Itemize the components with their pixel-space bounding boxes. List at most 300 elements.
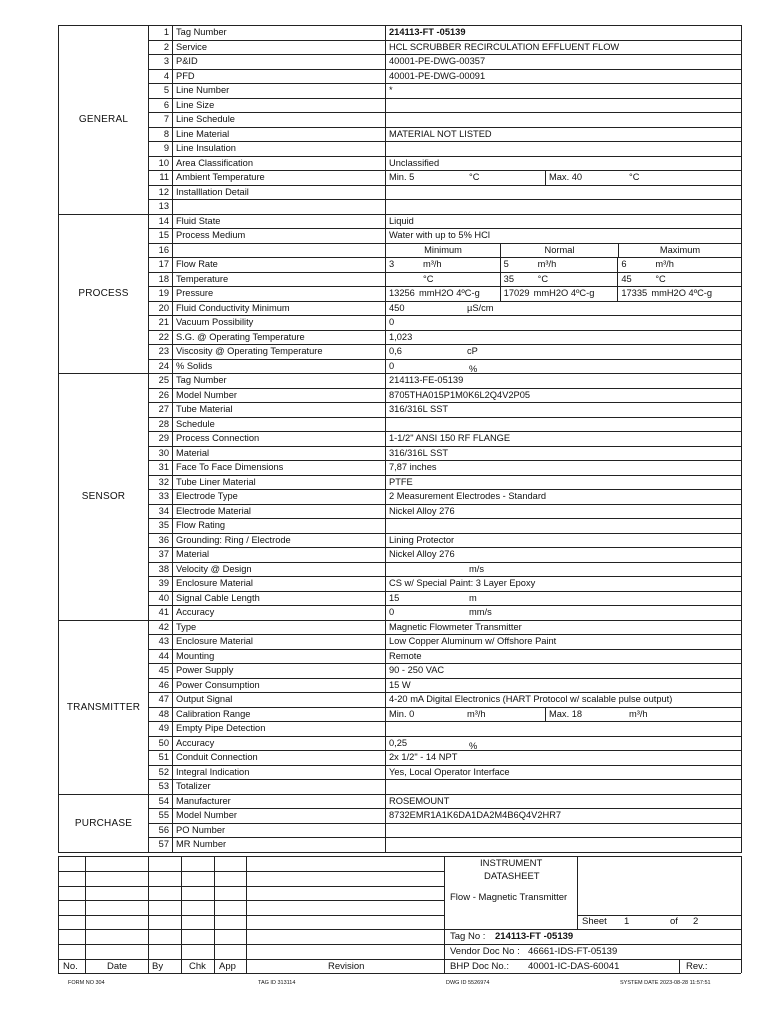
datasheet-title-line2: DATASHEET [484,871,540,882]
footer-dwg-id: DWG ID 5526974 [446,980,490,986]
value-c2: 5 [503,259,509,269]
row-value [386,838,742,853]
field-unit: mm/s [469,607,492,618]
column-header-c2: Normal [501,244,619,258]
row-label: Process Medium [173,229,386,244]
field-unit: µS/cm [467,302,494,313]
datasheet-subtitle: Flow - Magnetic Transmitter [450,892,568,903]
row-number: 14 [149,214,173,229]
row-number: 49 [149,722,173,737]
field-value: 450 [389,302,405,313]
field-value: 15 W [389,679,411,690]
rev-label: Rev.: [686,961,708,972]
row-label: % Solids [173,359,386,374]
row-number: 28 [149,417,173,432]
datasheet-table [58,25,742,853]
row-value [386,780,742,795]
row-number: 48 [149,707,173,722]
row-value [386,446,742,461]
row-label: Calibration Range [173,707,386,722]
field-value: 0 [389,317,395,328]
row-value [386,185,742,200]
row-label: Totalizer [173,780,386,795]
table-row [59,301,742,316]
rev-header-chk: Chk [189,961,206,972]
row-value [386,98,742,113]
row-value [386,664,742,679]
field-value: 214113-FE-05139 [389,375,464,386]
field-value: 0 [389,360,395,371]
row-value [386,330,742,345]
row-value [386,461,742,476]
row-number: 10 [149,156,173,171]
row-label: Tag Number [173,374,386,389]
row-number: 31 [149,461,173,476]
row-label: Mounting [173,649,386,664]
row-number: 53 [149,780,173,795]
unit-c3: °C [655,273,666,284]
row-value [386,794,742,809]
field-unit: % [469,740,478,751]
row-value [386,171,742,186]
table-row [59,533,742,548]
row-label: Manufacturer [173,794,386,809]
table-row [59,359,742,374]
row-value [386,620,742,635]
table-row [59,185,742,200]
field-value: 0,6 [389,346,402,357]
table-row [59,794,742,809]
table-row [59,26,742,41]
table-row [59,156,742,171]
row-number: 18 [149,272,173,287]
row-label: Velocity @ Design [173,562,386,577]
row-number: 35 [149,519,173,534]
section-label-sensor: SENSOR [59,374,149,621]
table-row [59,374,742,389]
row-number: 27 [149,403,173,418]
field-value: Liquid [389,215,414,226]
row-number: 26 [149,388,173,403]
table-row [59,562,742,577]
row-label: Line Material [173,127,386,142]
row-value [386,84,742,99]
rev-header-date: Date [107,961,128,972]
field-value: Unclassified [389,157,440,168]
row-number: 40 [149,591,173,606]
table-row [59,736,742,751]
unit-c3: mmH2O 4ºC-g [651,288,713,298]
row-label: Model Number [173,388,386,403]
row-number: 20 [149,301,173,316]
unit-c3: m³/h [655,259,674,269]
row-value [386,577,742,592]
row-label: Type [173,620,386,635]
row-label: Vacuum Possibility [173,316,386,331]
row-value [386,736,742,751]
field-value: 0 [389,607,395,618]
row-label: Area Classification [173,156,386,171]
row-number: 47 [149,693,173,708]
row-label: Power Supply [173,664,386,679]
unit-c1: m³/h [423,259,442,269]
row-number: 1 [149,26,173,41]
field-value: 1,023 [389,331,413,342]
row-value [386,707,742,722]
field-value: * [389,85,393,96]
row-value [386,649,742,664]
section-label-purchase: PURCHASE [59,794,149,852]
row-number: 23 [149,345,173,360]
row-value [386,765,742,780]
row-label [173,200,386,215]
field-value: 4-20 mA Digital Electronics (HART Protocol w/ scalable pulse output) [389,694,673,705]
value-c3: 45 [621,273,632,284]
table-row [59,591,742,606]
table-row [59,809,742,824]
unit-c2: m³/h [537,259,557,269]
table-row [59,519,742,534]
table-row [59,171,742,186]
table-row [59,127,742,142]
row-value [386,548,742,563]
row-number: 46 [149,678,173,693]
row-value [386,417,742,432]
table-row [59,330,742,345]
table-row [59,69,742,84]
row-value [386,374,742,389]
row-label: Grounding: Ring / Electrode [173,533,386,548]
row-value [386,403,742,418]
row-label: S.G. @ Operating Temperature [173,330,386,345]
row-label: Flow Rating [173,519,386,534]
rev-header-no: No. [63,961,78,972]
table-row [59,751,742,766]
row-value [386,243,742,258]
row-number: 5 [149,84,173,99]
sheet-total: 2 [693,916,699,927]
row-label: Line Schedule [173,113,386,128]
field-value: Water with up to 5% HCl [389,230,490,241]
row-value [386,287,742,302]
row-label: Enclosure Material [173,577,386,592]
value-c3: 17335 [621,288,648,298]
bhp-doc-value: 40001-IC-DAS-60041 [528,961,620,972]
rev-header-by: By [152,961,164,972]
row-label: Output Signal [173,693,386,708]
row-label: PFD [173,69,386,84]
row-value [386,127,742,142]
field-value: 0,25 [389,737,408,748]
field-value: Yes, Local Operator Interface [389,766,510,777]
row-value [386,475,742,490]
field-value: 40001-PE-DWG-00091 [389,70,486,81]
row-value [386,272,742,287]
row-label: Ambient Temperature [173,171,386,186]
table-row [59,40,742,55]
row-number: 13 [149,200,173,215]
row-label: Schedule [173,417,386,432]
datasheet-title-line1: INSTRUMENT [480,858,543,869]
min-value: Min. 0 [389,708,415,719]
field-value: Lining Protector [389,534,455,545]
field-value: Magnetic Flowmeter Transmitter [389,621,522,632]
row-label: Service [173,40,386,55]
table-row [59,635,742,650]
row-value [386,55,742,70]
row-label: Accuracy [173,606,386,621]
row-label: Accuracy [173,736,386,751]
row-number: 2 [149,40,173,55]
unit-c1: °C [423,273,434,284]
max-value: Max. 40 [549,172,583,182]
row-value [386,823,742,838]
section-label-process: PROCESS [59,214,149,374]
row-number: 15 [149,229,173,244]
row-number: 57 [149,838,173,853]
row-value [386,301,742,316]
row-number: 33 [149,490,173,505]
row-label: Tube Material [173,403,386,418]
table-row [59,113,742,128]
row-label: Temperature [173,272,386,287]
row-number: 51 [149,751,173,766]
datasheet-body [59,26,742,853]
sheet-of-label: of [670,916,678,927]
section-label-general: GENERAL [59,26,149,215]
row-number: 12 [149,185,173,200]
row-label: Electrode Material [173,504,386,519]
table-row [59,316,742,331]
vendor-doc-label: Vendor Doc No : [450,946,520,957]
field-value: 214113-FT -05139 [389,27,466,38]
row-label: Empty Pipe Detection [173,722,386,737]
table-row [59,504,742,519]
row-value [386,591,742,606]
footer-system-date: SYSTEM DATE 2023-08-28 11:57:51 [620,980,711,986]
field-value: Remote [389,650,422,661]
sheet-number: 1 [624,916,630,927]
table-row [59,461,742,476]
table-row [59,84,742,99]
field-value: Nickel Alloy 276 [389,549,455,560]
table-row [59,417,742,432]
table-row [59,577,742,592]
field-value: 8705THA015P1M0K6L2Q4V2P05 [389,389,531,400]
row-number: 36 [149,533,173,548]
row-number: 3 [149,55,173,70]
row-label: Tag Number [173,26,386,41]
field-value: PTFE [389,476,413,487]
table-row [59,722,742,737]
row-label: MR Number [173,838,386,853]
table-row [59,432,742,447]
row-value [386,533,742,548]
table-row [59,693,742,708]
field-value: ROSEMOUNT [389,795,450,806]
row-label: PO Number [173,823,386,838]
row-label: Fluid State [173,214,386,229]
table-row [59,142,742,157]
row-label [173,243,386,258]
row-value [386,26,742,41]
table-row [59,200,742,215]
table-row [59,55,742,70]
min-value: Min. 5 [389,172,415,182]
row-number: 52 [149,765,173,780]
row-number: 50 [149,736,173,751]
unit-c1: mmH2O 4ºC-g [419,288,480,298]
footer-form-no: FORM NO 304 [68,980,105,986]
row-number: 7 [149,113,173,128]
table-row [59,707,742,722]
row-label: Viscosity @ Operating Temperature [173,345,386,360]
table-row [59,548,742,563]
row-value [386,113,742,128]
row-number: 11 [149,171,173,186]
row-number: 19 [149,287,173,302]
table-row [59,664,742,679]
table-row [59,475,742,490]
field-value: CS w/ Special Paint: 3 Layer Epoxy [389,578,536,589]
row-value [386,693,742,708]
row-value [386,809,742,824]
row-label: Line Size [173,98,386,113]
row-value [386,678,742,693]
footer-tag-id: TAG ID 313114 [258,980,296,986]
row-number: 56 [149,823,173,838]
row-value [386,200,742,215]
field-value: 8732EMR1A1K6DA1DA2M4B6Q4V2HR7 [389,810,562,821]
row-label: Power Consumption [173,678,386,693]
row-number: 9 [149,142,173,157]
row-label: Material [173,446,386,461]
row-value [386,751,742,766]
row-value [386,635,742,650]
row-number: 44 [149,649,173,664]
row-value [386,606,742,621]
unit-c2: °C [537,273,549,284]
field-value: 316/316L SST [389,404,449,415]
field-value: 40001-PE-DWG-00357 [389,56,486,67]
tag-no-value: 214113-FT -05139 [495,931,574,942]
row-label: Pressure [173,287,386,302]
row-label: Flow Rate [173,258,386,273]
row-label: Line Number [173,84,386,99]
row-value [386,142,742,157]
row-number: 21 [149,316,173,331]
row-number: 6 [149,98,173,113]
row-value [386,388,742,403]
row-value [386,229,742,244]
table-row [59,388,742,403]
table-row [59,620,742,635]
max-unit: °C [629,172,640,182]
field-value: 1-1/2" ANSI 150 RF FLANGE [389,433,511,444]
row-label: Model Number [173,809,386,824]
table-row [59,780,742,795]
row-number: 29 [149,432,173,447]
row-number: 37 [149,548,173,563]
table-row [59,606,742,621]
row-number: 41 [149,606,173,621]
row-number: 55 [149,809,173,824]
min-unit: m³/h [467,708,486,719]
field-unit: % [469,363,478,374]
row-value [386,519,742,534]
table-row [59,823,742,838]
value-c3: 6 [621,259,627,269]
row-value [386,432,742,447]
row-number: 54 [149,794,173,809]
row-label: Fluid Conductivity Minimum [173,301,386,316]
row-number: 25 [149,374,173,389]
max-value: Max. 18 [549,708,583,719]
row-value [386,258,742,273]
table-row [59,446,742,461]
column-header-c1: Minimum [386,244,501,258]
row-value [386,316,742,331]
row-number: 16 [149,243,173,258]
row-number: 32 [149,475,173,490]
row-value [386,722,742,737]
row-number: 34 [149,504,173,519]
row-value [386,156,742,171]
field-value: 2 Measurement Electrodes - Standard [389,491,547,502]
row-value [386,359,742,374]
rev-header-revision: Revision [328,961,365,972]
row-label: Face To Face Dimensions [173,461,386,476]
table-row [59,287,742,302]
row-number: 42 [149,620,173,635]
row-label: Material [173,548,386,563]
rev-header-app: App [219,961,236,972]
row-label: Line Insulation [173,142,386,157]
row-number: 43 [149,635,173,650]
row-number: 30 [149,446,173,461]
row-number: 22 [149,330,173,345]
table-row [59,229,742,244]
row-number: 17 [149,258,173,273]
table-row [59,490,742,505]
row-value [386,214,742,229]
table-row [59,765,742,780]
table-row [59,258,742,273]
row-number: 39 [149,577,173,592]
row-value [386,345,742,360]
field-value: 316/316L SST [389,447,449,458]
row-label: Tube Liner Material [173,475,386,490]
field-value: 90 - 250 VAC [389,665,445,676]
field-unit: m [469,592,477,603]
min-unit: °C [469,172,480,182]
row-value [386,40,742,55]
table-row [59,214,742,229]
row-label: Signal Cable Length [173,591,386,606]
row-value [386,69,742,84]
field-value: 7,87 inches [389,462,437,473]
field-value: Nickel Alloy 276 [389,505,455,516]
table-row [59,678,742,693]
bhp-doc-label: BHP Doc No.: [450,961,509,972]
row-label: Installlation Detail [173,185,386,200]
row-label: Electrode Type [173,490,386,505]
field-value: 2x 1/2" - 14 NPT [389,752,458,763]
field-unit: cP [467,346,478,357]
row-number: 24 [149,359,173,374]
row-number: 4 [149,69,173,84]
value-c2: 35 [503,273,515,284]
